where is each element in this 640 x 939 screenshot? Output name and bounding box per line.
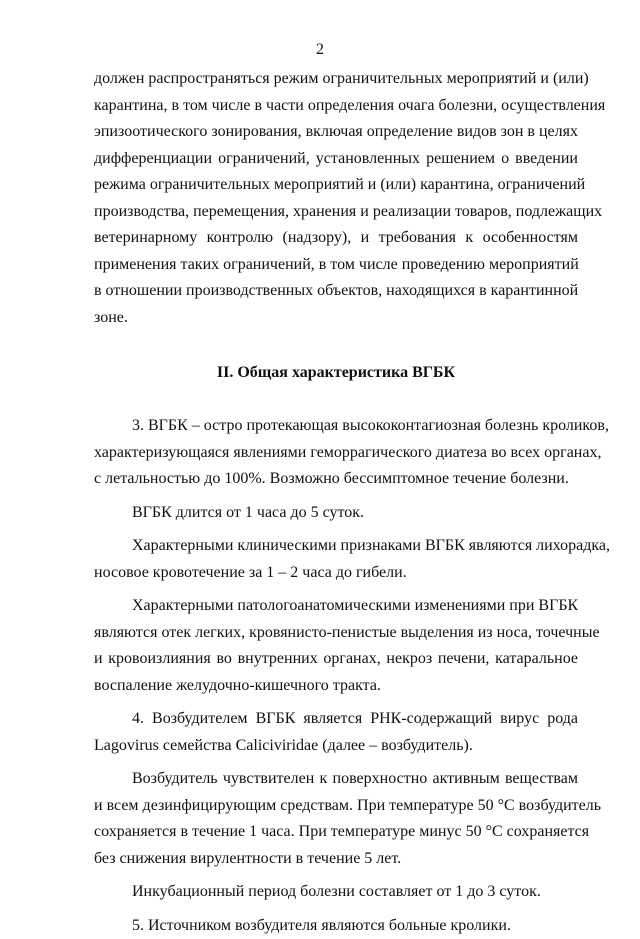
text-line: ветеринарному контролю (надзору), и требования к особенностям <box>94 225 578 252</box>
text-line: должен распространяться режим ограничительных мероприятий и (или) <box>94 66 578 93</box>
paragraph <box>94 879 578 906</box>
text-line: Характерными клиническими признаками ВГБК являются лихорадка, <box>94 533 578 560</box>
text-line: зоне. <box>94 305 578 332</box>
text-line: воспаление желудочно-кишечного тракта. <box>94 673 578 700</box>
text-line: в отношении производственных объектов, находящихся в карантинной <box>94 278 578 305</box>
top-paragraphs <box>94 66 578 331</box>
document-body <box>94 66 578 939</box>
text-line: сохраняется в течение 1 часа. При температуре минус 50 °С сохраняется <box>94 819 578 846</box>
section-heading: II. Общая характеристика ВГБК <box>94 360 578 386</box>
text-line: режима ограничительных мероприятий и (или) карантина, ограничений <box>94 172 578 199</box>
text-line: 3. ВГБК – остро протекающая высококонтагиозная болезнь кроликов, <box>94 413 578 440</box>
text-line: являются отек легких, кровянисто-пенистые выделения из носа, точечные <box>94 620 578 647</box>
text-line: Возбудитель чувствителен к поверхностно активным веществам <box>94 766 578 793</box>
text-line: карантина, в том числе в части определения очага болезни, осуществления <box>94 93 578 120</box>
text-line: 4. Возбудителем ВГБК является РНК-содержащий вирус рода <box>94 706 578 733</box>
text-line: применения таких ограничений, в том числе проведению мероприятий <box>94 252 578 279</box>
text-line: без снижения вирулентности в течение 5 лет. <box>94 846 578 873</box>
paragraph <box>94 533 578 586</box>
paragraph <box>94 593 578 699</box>
page-number: 2 <box>0 41 640 59</box>
paragraph <box>94 913 578 939</box>
paragraph <box>94 500 578 527</box>
text-line: Характерными патологоанатомическими изменениями при ВГБК <box>94 593 578 620</box>
paragraph <box>94 413 578 493</box>
text-line: носовое кровотечение за 1 – 2 часа до гибели. <box>94 560 578 587</box>
text-line: эпизоотического зонирования, включая определение видов зон в целях <box>94 119 578 146</box>
paragraph <box>94 66 578 331</box>
text-line: 5. Источником возбудителя являются больные кролики. <box>94 913 578 939</box>
bottom-paragraphs <box>94 413 578 939</box>
text-line: с летальностью до 100%. Возможно бессимптомное течение болезни. <box>94 466 578 493</box>
text-line: и кровоизлияния во внутренних органах, некроз печени, катаральное <box>94 646 578 673</box>
paragraph <box>94 706 578 759</box>
text-line: характеризующаяся явлениями геморрагического диатеза во всех органах, <box>94 440 578 467</box>
text-line: и всем дезинфицирующим средствам. При температуре 50 °С возбудитель <box>94 793 578 820</box>
text-line: ВГБК длится от 1 часа до 5 суток. <box>94 500 578 527</box>
text-line: Lagovirus семейства Caliciviridae (далее – возбудитель). <box>94 733 578 760</box>
text-line: Инкубационный период болезни составляет от 1 до 3 суток. <box>94 879 578 906</box>
text-line: производства, перемещения, хранения и реализации товаров, подлежащих <box>94 199 578 226</box>
text-line: дифференциации ограничений, установленных решением о введении <box>94 146 578 173</box>
paragraph <box>94 766 578 872</box>
